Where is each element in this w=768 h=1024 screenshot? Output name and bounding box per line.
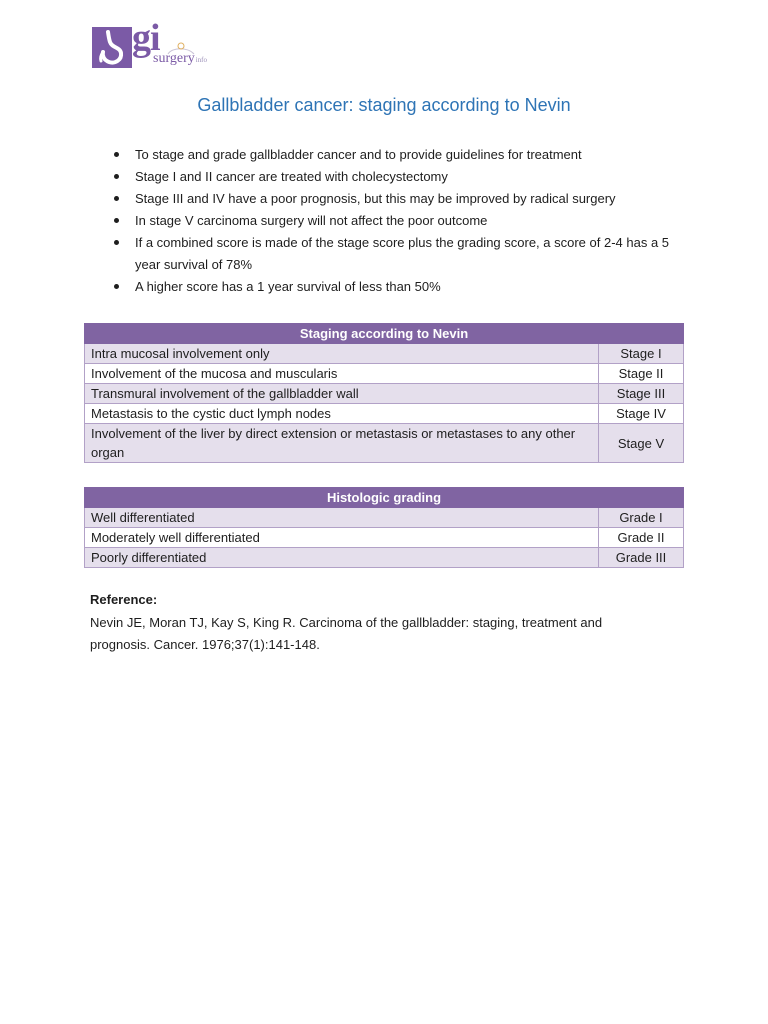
list-item: If a combined score is made of the stage score plus the grading score, a score of 2-4 has a 5 year survival of 78% [90, 232, 690, 276]
stage-value: Stage V [599, 424, 684, 463]
table-row [85, 344, 684, 364]
staging-table-header: Staging according to Nevin [85, 324, 684, 344]
stage-value: Stage IV [599, 404, 684, 424]
stage-value: Stage III [599, 384, 684, 404]
table-row [85, 508, 684, 528]
stomach-icon-graphic [92, 27, 132, 68]
grading-table [84, 487, 684, 568]
grade-description: Well differentiated [85, 508, 599, 528]
stage-description: Metastasis to the cystic duct lymph nodes [85, 404, 599, 424]
table-row [85, 384, 684, 404]
list-item: Stage I and II cancer are treated with cholecystectomy [90, 166, 690, 188]
list-item: In stage V carcinoma surgery will not affect the poor outcome [90, 210, 690, 232]
list-item: A higher score has a 1 year survival of less than 50% [90, 276, 690, 298]
grade-value: Grade III [599, 548, 684, 568]
stage-value: Stage I [599, 344, 684, 364]
list-item: To stage and grade gallbladder cancer and to provide guidelines for treatment [90, 144, 690, 166]
list-item: Stage III and IV have a poor prognosis, but this may be improved by radical surgery [90, 188, 690, 210]
site-logo[interactable] [92, 17, 224, 71]
table-row [85, 528, 684, 548]
grade-description: Poorly differentiated [85, 548, 599, 568]
logo-sub-text: surgery [153, 51, 195, 66]
table-row [85, 424, 684, 463]
stage-description: Transmural involvement of the gallbladder wall [85, 384, 599, 404]
stage-value: Stage II [599, 364, 684, 384]
table-row [85, 364, 684, 384]
table-row [85, 404, 684, 424]
logo-wordmark: gi [132, 17, 160, 59]
stage-description: Intra mucosal involvement only [85, 344, 599, 364]
table-header-row [85, 324, 684, 344]
stage-description: Involvement of the mucosa and muscularis [85, 364, 599, 384]
staging-table [84, 323, 684, 463]
grading-table-header: Histologic grading [85, 488, 684, 508]
logo-subtitle [153, 52, 207, 66]
stage-description: Involvement of the liver by direct extension or metastasis or metastases to any other organ [85, 424, 599, 463]
grade-value: Grade II [599, 528, 684, 548]
stomach-icon [92, 27, 132, 68]
table-header-row [85, 488, 684, 508]
page-title: Gallbladder cancer: staging according to Nevin [197, 95, 571, 115]
logo-ext-text: info [195, 56, 208, 64]
summary-list [90, 144, 690, 298]
reference-label: Reference: [90, 592, 158, 607]
grade-value: Grade I [599, 508, 684, 528]
reference-text: Nevin JE, Moran TJ, Kay S, King R. Carcinoma of the gallbladder: staging, treatment and prognosis. Cancer. 1976;37(1):141-148. [90, 615, 603, 652]
table-row [85, 548, 684, 568]
grade-description: Moderately well differentiated [85, 528, 599, 548]
